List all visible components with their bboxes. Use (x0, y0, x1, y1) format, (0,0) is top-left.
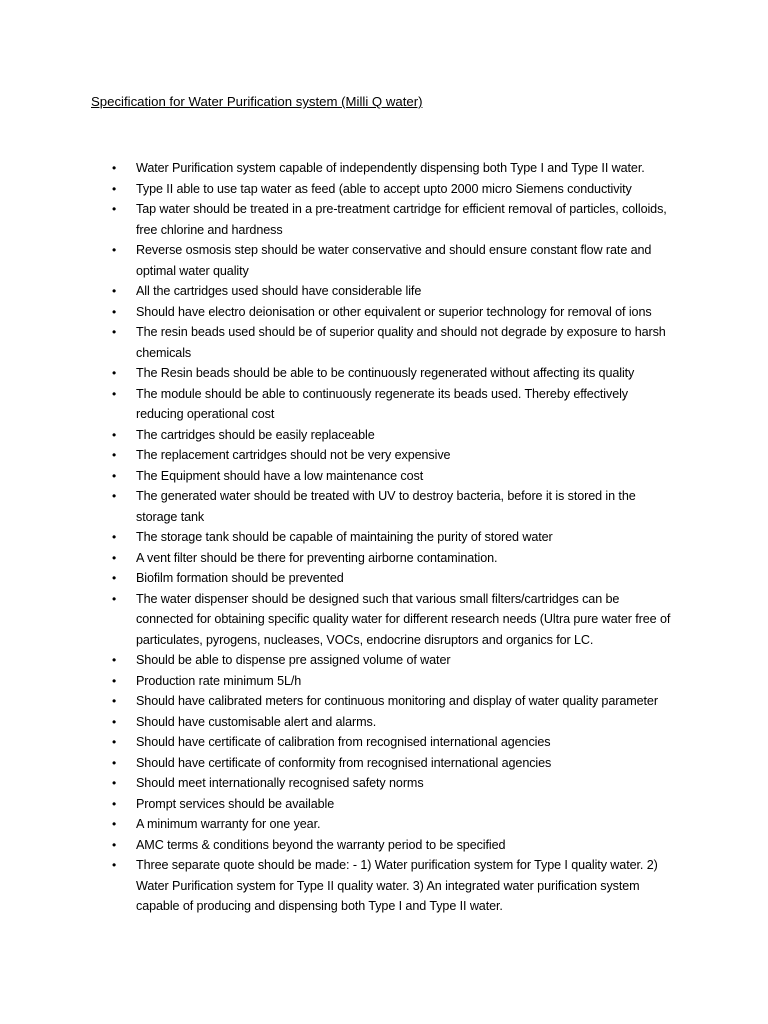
list-item-text: Production rate minimum 5L/h (136, 673, 302, 688)
list-item-text: The generated water should be treated with UV to destroy bacteria, before it is stored in the storage tank (136, 489, 636, 524)
list-item (112, 773, 672, 794)
list-item-text: The resin beads used should be of superior quality and should not degrade by exposure to harsh chemicals (136, 325, 666, 360)
list-item (112, 445, 672, 466)
list-item-text: The replacement cartridges should not be very expensive (136, 448, 451, 462)
list-item-text: All the cartridges used should have considerable life (136, 284, 422, 298)
document-title: Specification for Water Purification system (Milli Q water) (91, 94, 423, 109)
list-item-text: AMC terms & conditions beyond the warranty period to be specified (136, 837, 506, 852)
bullet-icon: • (112, 427, 117, 442)
list-item-text: Prompt services should be available (136, 796, 335, 811)
list-item (112, 691, 672, 712)
specification-list (112, 158, 672, 917)
list-item (112, 650, 672, 671)
bullet-icon: • (112, 653, 117, 667)
bullet-icon: • (112, 571, 117, 585)
bullet-icon: • (112, 714, 117, 729)
bullet-icon: • (112, 776, 117, 790)
list-item (112, 712, 672, 733)
bullet-icon: • (112, 550, 117, 565)
list-item-text: A minimum warranty for one year. (136, 817, 321, 831)
list-item (112, 527, 672, 548)
list-item (112, 814, 672, 835)
list-item-text: Should have certificate of conformity from recognised international agencies (136, 755, 552, 770)
list-item-text: The cartridges should be easily replaceable (136, 427, 375, 442)
bullet-icon: • (112, 489, 117, 503)
list-item-text: Tap water should be treated in a pre-treatment cartridge for efficient removal of particles, colloids, free chlorine and hardness (136, 202, 667, 237)
bullet-icon: • (112, 325, 117, 339)
bullet-icon: • (112, 366, 117, 380)
list-item-text: The Resin beads should be able to be continuously regenerated without affecting its quality (136, 366, 635, 380)
list-item-text: Should have customisable alert and alarms. (136, 714, 377, 729)
list-item-text: Should be able to dispense pre assigned volume of water (136, 653, 451, 667)
bullet-icon: • (112, 530, 117, 544)
list-item-text: The water dispenser should be designed such that various small filters/cartridges can be connected for obtaining specific quality water for different research needs (Ultra pure water free of particulates, pyrogens, nucleases, VOCs, endocrine disruptors and organics for LC. (136, 591, 671, 647)
list-item (112, 835, 672, 856)
list-item (112, 322, 672, 363)
bullet-icon: • (112, 468, 117, 483)
list-item-text: The module should be able to continuously regenerate its beads used. Thereby effectively reducing operational cost (136, 386, 629, 421)
bullet-icon: • (112, 161, 117, 175)
bullet-icon: • (112, 673, 117, 688)
bullet-icon: • (112, 755, 117, 770)
bullet-icon: • (112, 243, 117, 257)
bullet-icon: • (112, 817, 117, 831)
list-item-text: The storage tank should be capable of maintaining the purity of stored water (136, 530, 553, 544)
list-item (112, 855, 672, 917)
bullet-icon: • (112, 181, 117, 196)
list-item (112, 548, 672, 569)
list-item-text: Three separate quote should be made: - 1) Water purification system for Type I quality water. 2) Water Purification system for Type II quality water. 3) An integrated water purification system capable of producing and dispensing both Type I and Type II water. (136, 858, 658, 913)
list-item (112, 794, 672, 815)
bullet-icon: • (112, 202, 117, 216)
bullet-icon: • (112, 858, 117, 872)
list-item (112, 486, 672, 527)
bullet-icon: • (112, 304, 117, 319)
bullet-icon: • (112, 284, 117, 298)
bullet-icon: • (112, 591, 117, 606)
list-item-text: Biofilm formation should be prevented (136, 571, 344, 585)
bullet-icon: • (112, 837, 117, 852)
list-item-text: Should have calibrated meters for continuous monitoring and display of water quality parameter (136, 694, 658, 708)
list-item (112, 425, 672, 446)
list-item (112, 363, 672, 384)
list-item (112, 240, 672, 281)
bullet-icon: • (112, 448, 117, 462)
list-item (112, 179, 672, 200)
list-item (112, 671, 672, 692)
list-item-text: Should meet internationally recognised safety norms (136, 776, 424, 790)
list-item (112, 302, 672, 323)
list-item (112, 384, 672, 425)
list-item-text: Should have certificate of calibration from recognised international agencies (136, 735, 551, 749)
list-item-text: The Equipment should have a low maintenance cost (136, 468, 424, 483)
bullet-icon: • (112, 796, 117, 811)
list-item (112, 589, 672, 651)
list-item (112, 753, 672, 774)
list-item (112, 466, 672, 487)
list-item-text: Water Purification system capable of independently dispensing both Type I and Type II water. (136, 161, 645, 175)
list-item-text: A vent filter should be there for preventing airborne contamination. (136, 550, 498, 565)
list-item (112, 199, 672, 240)
bullet-icon: • (112, 386, 117, 401)
list-item (112, 732, 672, 753)
bullet-icon: • (112, 735, 117, 749)
list-item-text: Type II able to use tap water as feed (able to accept upto 2000 micro Siemens conductivity (136, 181, 632, 196)
list-item (112, 281, 672, 302)
list-item-text: Should have electro deionisation or other equivalent or superior technology for removal of ions (136, 304, 652, 319)
list-item-text: Reverse osmosis step should be water conservative and should ensure constant flow rate and optimal water quality (136, 243, 652, 278)
bullet-icon: • (112, 694, 117, 708)
list-item (112, 568, 672, 589)
list-item (112, 158, 672, 179)
